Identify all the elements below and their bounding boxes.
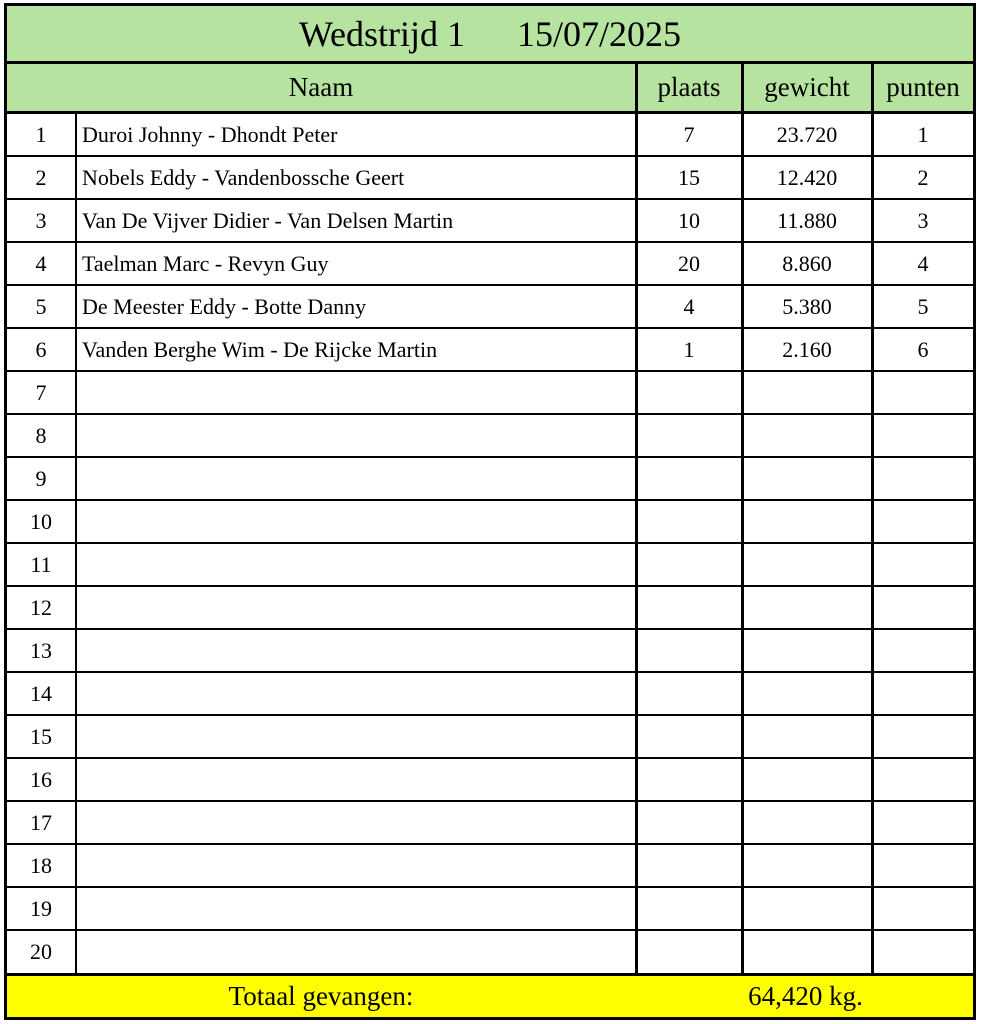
row-points bbox=[873, 931, 973, 972]
column-header-points: punten bbox=[886, 72, 960, 102]
row-place: 15 bbox=[678, 164, 700, 190]
row-name bbox=[80, 415, 637, 456]
row-name bbox=[80, 845, 637, 886]
row-name: Nobels Eddy - Vandenbossche Geert bbox=[82, 164, 405, 190]
row-number: 19 bbox=[30, 895, 52, 921]
grid-line bbox=[635, 64, 638, 1016]
table-row bbox=[7, 802, 973, 845]
competition-title: Wedstrijd 1 bbox=[298, 13, 466, 54]
row-place bbox=[637, 759, 741, 800]
row-name bbox=[80, 931, 637, 972]
row-number: 17 bbox=[30, 809, 52, 835]
row-points: 3 bbox=[917, 207, 929, 233]
row-place bbox=[637, 458, 741, 499]
row-name bbox=[80, 630, 637, 671]
row-name bbox=[80, 759, 637, 800]
row-points bbox=[873, 845, 973, 886]
table-row bbox=[7, 931, 973, 974]
row-place bbox=[637, 845, 741, 886]
row-place: 7 bbox=[683, 121, 695, 147]
row-points: 1 bbox=[917, 121, 929, 147]
row-points bbox=[873, 759, 973, 800]
table-row bbox=[7, 544, 973, 587]
row-number: 8 bbox=[35, 422, 47, 448]
row-name bbox=[80, 716, 637, 757]
row-points: 4 bbox=[917, 250, 929, 276]
row-weight bbox=[743, 587, 871, 628]
row-name bbox=[80, 888, 637, 929]
row-points: 2 bbox=[917, 164, 929, 190]
table-row bbox=[7, 286, 973, 329]
row-name bbox=[80, 587, 637, 628]
row-weight: 5.380 bbox=[782, 293, 832, 319]
row-name: Taelman Marc - Revyn Guy bbox=[82, 250, 329, 276]
row-place: 1 bbox=[683, 336, 695, 362]
row-name: De Meester Eddy - Botte Danny bbox=[82, 293, 367, 319]
row-number: 4 bbox=[35, 250, 47, 276]
row-name bbox=[80, 673, 637, 714]
total-value: 64,420 kg. bbox=[748, 981, 863, 1011]
row-place: 4 bbox=[683, 293, 695, 319]
grid-line bbox=[75, 114, 77, 973]
table-row bbox=[7, 157, 973, 200]
row-weight bbox=[743, 544, 871, 585]
grid-line bbox=[741, 64, 744, 973]
row-points bbox=[873, 458, 973, 499]
table-row bbox=[7, 501, 973, 544]
table-row bbox=[7, 888, 973, 931]
row-weight bbox=[743, 716, 871, 757]
row-points bbox=[873, 802, 973, 843]
table-row bbox=[7, 716, 973, 759]
table-row bbox=[7, 415, 973, 458]
row-number: 16 bbox=[30, 766, 52, 792]
row-name: Vanden Berghe Wim - De Rijcke Martin bbox=[82, 336, 438, 362]
table-row bbox=[7, 243, 973, 286]
table-row bbox=[7, 458, 973, 501]
row-number: 10 bbox=[30, 508, 52, 534]
column-header-row bbox=[7, 64, 973, 114]
row-weight bbox=[743, 931, 871, 972]
row-place bbox=[637, 931, 741, 972]
row-place bbox=[637, 716, 741, 757]
row-points bbox=[873, 415, 973, 456]
row-name bbox=[80, 458, 637, 499]
row-place: 10 bbox=[678, 207, 700, 233]
row-weight: 11.880 bbox=[777, 207, 837, 233]
row-place bbox=[637, 888, 741, 929]
column-header-weight: gewicht bbox=[764, 72, 850, 102]
table-row bbox=[7, 329, 973, 372]
results-sheet bbox=[4, 3, 976, 1020]
row-number: 20 bbox=[30, 938, 52, 964]
row-points bbox=[873, 673, 973, 714]
column-header-name: Naam bbox=[288, 72, 354, 102]
row-weight: 8.860 bbox=[782, 250, 832, 276]
row-points bbox=[873, 544, 973, 585]
row-points: 6 bbox=[917, 336, 929, 362]
total-label: Totaal gevangen: bbox=[228, 981, 414, 1011]
row-weight: 23.720 bbox=[776, 121, 838, 147]
row-place bbox=[637, 501, 741, 542]
grid-line bbox=[871, 64, 874, 973]
row-number: 5 bbox=[35, 293, 47, 319]
row-place bbox=[637, 630, 741, 671]
row-place bbox=[637, 415, 741, 456]
total-row bbox=[7, 973, 973, 1017]
row-number: 9 bbox=[35, 465, 47, 491]
row-number: 14 bbox=[30, 680, 52, 706]
row-number: 11 bbox=[30, 551, 52, 577]
row-points bbox=[873, 372, 973, 413]
sheet-title bbox=[7, 6, 973, 64]
row-name bbox=[80, 544, 637, 585]
row-points bbox=[873, 587, 973, 628]
row-weight bbox=[743, 372, 871, 413]
table-row bbox=[7, 630, 973, 673]
row-points bbox=[873, 630, 973, 671]
row-weight bbox=[743, 501, 871, 542]
row-place bbox=[637, 802, 741, 843]
row-number: 7 bbox=[35, 379, 47, 405]
row-weight: 12.420 bbox=[776, 164, 838, 190]
table-row bbox=[7, 759, 973, 802]
row-name bbox=[80, 802, 637, 843]
row-points bbox=[873, 888, 973, 929]
row-place bbox=[637, 372, 741, 413]
row-number: 15 bbox=[30, 723, 52, 749]
row-number: 12 bbox=[30, 594, 52, 620]
row-points: 5 bbox=[917, 293, 929, 319]
row-number: 13 bbox=[30, 637, 52, 663]
row-points bbox=[873, 716, 973, 757]
row-points bbox=[873, 501, 973, 542]
row-number: 3 bbox=[35, 207, 47, 233]
row-place bbox=[637, 587, 741, 628]
table-row bbox=[7, 673, 973, 716]
row-place bbox=[637, 544, 741, 585]
table-row bbox=[7, 114, 973, 157]
row-number: 6 bbox=[35, 336, 47, 362]
row-name bbox=[80, 501, 637, 542]
row-weight bbox=[743, 845, 871, 886]
row-weight bbox=[743, 888, 871, 929]
table-row bbox=[7, 845, 973, 888]
table-row bbox=[7, 200, 973, 243]
row-number: 1 bbox=[35, 121, 47, 147]
row-name bbox=[80, 372, 637, 413]
row-weight: 2.160 bbox=[782, 336, 832, 362]
row-number: 2 bbox=[35, 164, 47, 190]
row-weight bbox=[743, 673, 871, 714]
row-weight bbox=[743, 415, 871, 456]
row-place bbox=[637, 673, 741, 714]
row-weight bbox=[743, 759, 871, 800]
row-place: 20 bbox=[678, 250, 700, 276]
row-weight bbox=[743, 458, 871, 499]
row-weight bbox=[743, 802, 871, 843]
row-name: Van De Vijver Didier - Van Delsen Martin bbox=[82, 207, 454, 233]
row-name: Duroi Johnny - Dhondt Peter bbox=[82, 121, 338, 147]
competition-date: 15/07/2025 bbox=[517, 13, 682, 54]
row-number: 18 bbox=[30, 852, 52, 878]
table-row bbox=[7, 372, 973, 415]
row-weight bbox=[743, 630, 871, 671]
table-row bbox=[7, 587, 973, 630]
column-header-place: plaats bbox=[657, 72, 721, 102]
